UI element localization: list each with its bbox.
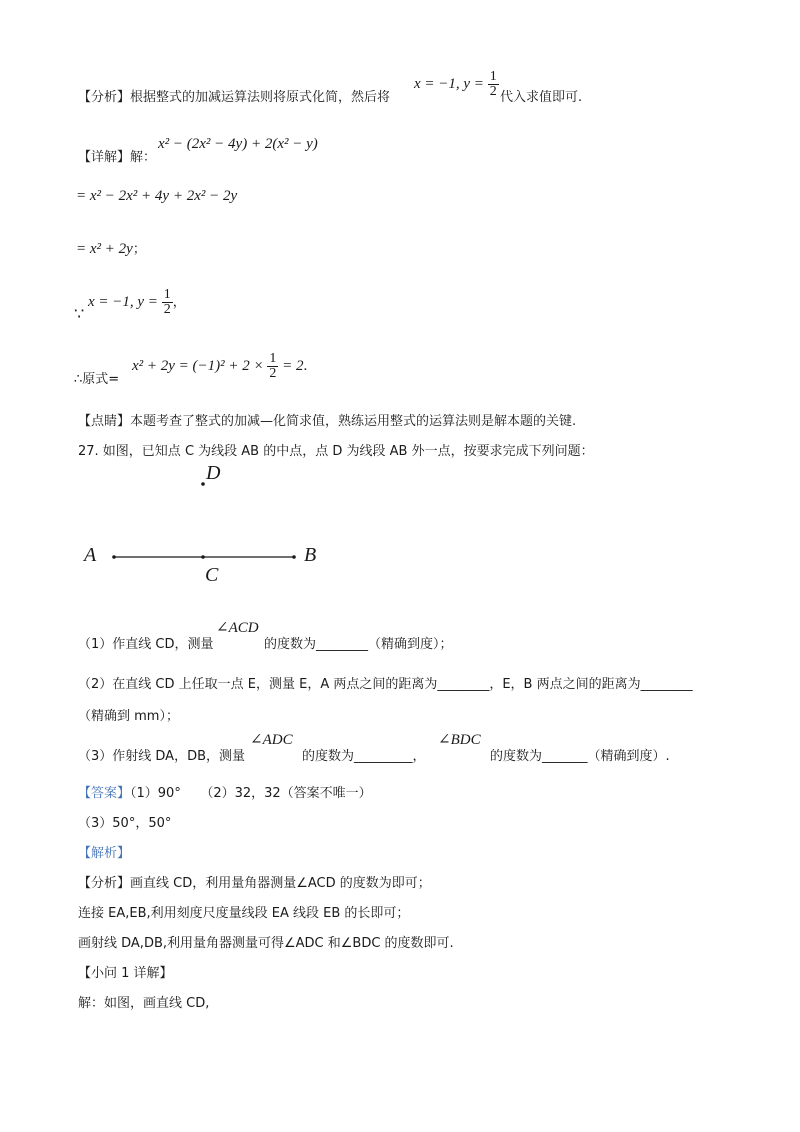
analysis-condition: x = −1, y = $\frac{1}{2}$	[414, 69, 497, 99]
q3-angle-adc: ∠ADC	[250, 732, 293, 748]
q1-text: （1）作直线 CD，测量	[78, 637, 214, 652]
detail-expression: x² − (2x² − 4y) + 2(x² − y)	[158, 136, 318, 152]
analysis-suffix: 代入求值即可.	[500, 90, 583, 105]
q1-blank-text: 的度数为________（精确到度）；	[264, 637, 453, 652]
answer-line2: （3）50°，50°	[78, 816, 172, 831]
analysis2-line3: 画射线 DA,DB,利用量角器测量可得∠ADC 和∠BDC 的度数即可.	[78, 936, 454, 951]
therefore-expression: x² + 2y = (−1)² + 2 × $\frac{1}{2}$ = 2.	[132, 351, 308, 381]
point-b	[292, 555, 296, 559]
analysis-prefix: 【分析】根据整式的加减运算法则将原式化简，然后将	[78, 90, 391, 105]
q3-blank1-text: 的度数为_________，	[302, 749, 426, 764]
analysis2-line2: 连接 EA,EB,利用刻度尺度量线段 EA 线段 EB 的长即可；	[78, 906, 410, 921]
therefore-label: ∴原式=	[74, 372, 120, 387]
detail-step1: = x² − 2x² + 4y + 2x² − 2y	[76, 188, 238, 204]
label-b: B	[304, 544, 317, 566]
q3-angle-bdc: ∠BDC	[438, 732, 481, 748]
label-c: C	[205, 564, 219, 586]
q2-text: （2）在直线 CD 上任取一点 E，测量 E，A 两点之间的距离为________，E，B 两点之间的距离为________	[78, 677, 693, 692]
q3-blank2-text: 的度数为_______（精确到度）.	[490, 749, 670, 764]
q2-text-precision: （精确到 mm）；	[78, 709, 179, 724]
point-a	[112, 555, 116, 559]
point-c	[201, 555, 205, 559]
analysis2-line1: 【分析】画直线 CD，利用量角器测量∠ACD 的度数为即可；	[78, 876, 431, 891]
detail-step2: = x² + 2y；	[76, 241, 146, 257]
answer-label: 【答案】	[78, 786, 131, 801]
comment: 【点睛】本题考查了整式的加减—化简求值，熟练运用整式的运算法则是解本题的关键.	[78, 414, 577, 429]
q3-text: （3）作射线 DA，DB，测量	[78, 749, 246, 764]
because-condition: x = −1, y = $\frac{1}{2}$ ，	[88, 287, 186, 317]
label-d: D	[206, 462, 221, 484]
because-symbol: ∵	[74, 304, 85, 323]
solution-1: 解：如图，画直线 CD,	[78, 996, 210, 1011]
sub-question-1-label: 【小问 1 详解】	[78, 966, 173, 981]
label-a: A	[84, 544, 97, 566]
question-stem: 27. 如图，已知点 C 为线段 AB 的中点，点 D 为线段 AB 外一点，按要求完成下列问题：	[78, 444, 594, 459]
q1-angle: ∠ACD	[216, 620, 259, 636]
answer-line1: 【答案】（1）90° （2）32，32（答案不唯一）	[78, 786, 372, 801]
jiexi-label: 【解析】	[78, 846, 131, 861]
detail-label: 【详解】解：	[78, 150, 157, 165]
point-d	[201, 482, 205, 486]
